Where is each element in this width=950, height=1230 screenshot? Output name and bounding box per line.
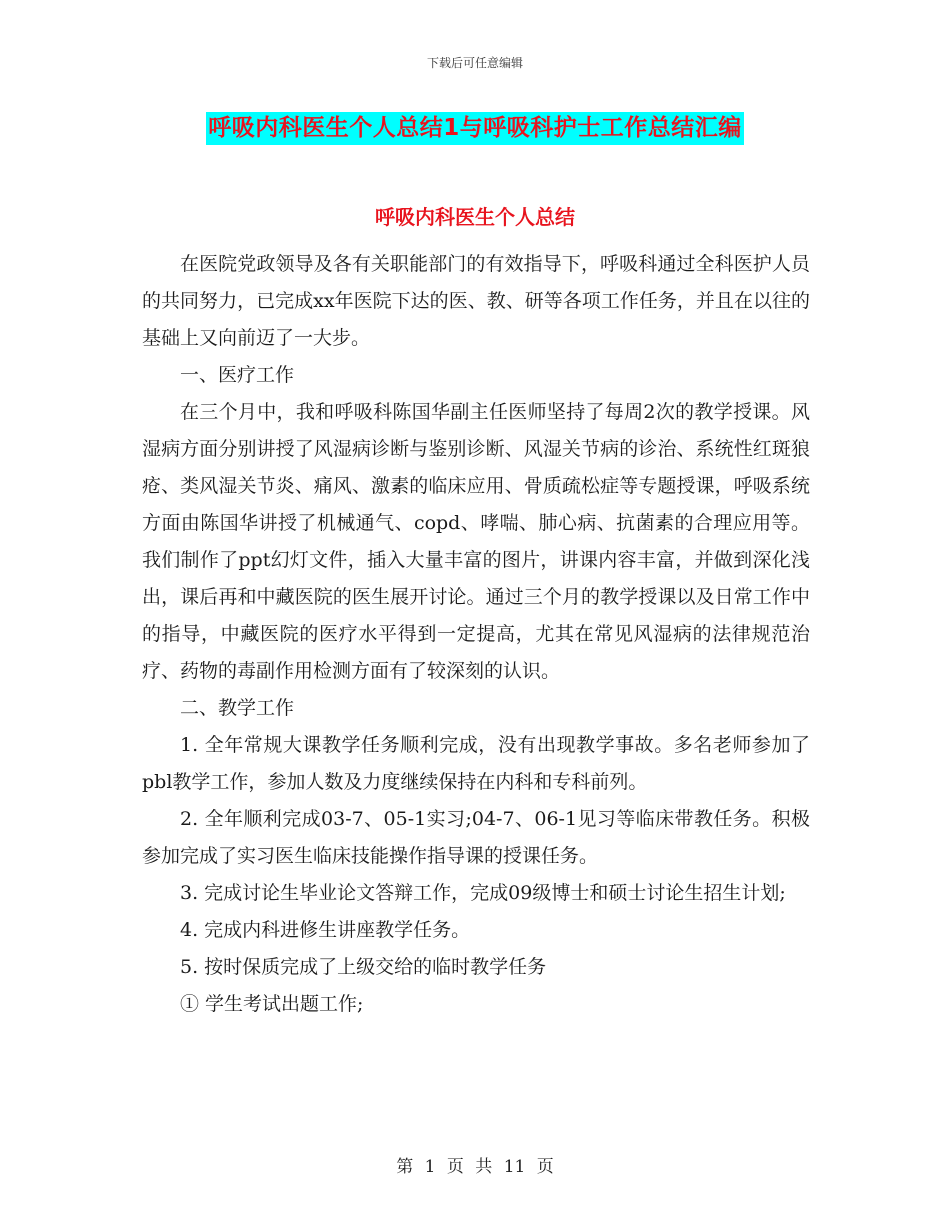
paragraph-intro: 在医院党政领导及各有关职能部门的有效指导下，呼吸科通过全科医护人员的共同努力，已完成xx年医院下达的医、教、研等各项工作任务，并且在以往的基础上又向前迈了一大步。: [142, 253, 810, 349]
header-note: 下载后可任意编辑: [426, 56, 523, 70]
page-number-footer: 第 1 页 共 11 页: [396, 1157, 554, 1177]
document-title-container: [0, 112, 950, 145]
list-item-1: 1. 全年常规大课教学任务顺利完成，没有出现教学事故。多名老师参加了pbl教学工作，参加人数及力度继续保持在内科和专科前列。: [142, 734, 810, 793]
heading-teaching-work: 二、教学工作: [180, 697, 295, 719]
list-item-4: 4. 完成内科进修生讲座教学任务。: [180, 919, 471, 941]
section-title: 呼吸内科医生个人总结: [375, 205, 575, 229]
sub-list-item-1: ① 学生考试出题工作;: [180, 993, 364, 1015]
paragraph-medical-work: 在三个月中，我和呼吸科陈国华副主任医师坚持了每周2次的教学授课。风湿病方面分别讲授了风湿病诊断与鉴别诊断、风湿关节病的诊治、系统性红斑狼疮、类风湿关节炎、痛风、激素的临床应用、骨质疏松症等专题授课，呼吸系统方面由陈国华讲授了机械通气、copd、哮喘、肺心病、抗菌素的合理应用等。我们制作了ppt幻灯文件，插入大量丰富的图片，讲课内容丰富，并做到深化浅出，课后再和中藏医院的医生展开讨论。通过三个月的教学授课以及日常工作中的指导，中藏医院的医疗水平得到一定提高，尤其在常见风湿病的法律规范治疗、药物的毒副作用检测方面有了较深刻的认识。: [142, 401, 810, 682]
heading-medical-work: 一、医疗工作: [180, 364, 295, 386]
list-item-3: 3. 完成讨论生毕业论文答辩工作，完成09级博士和硕士讨论生招生计划;: [180, 882, 786, 904]
list-item-2: 2. 全年顺利完成03-7、05-1实习;04-7、06-1见习等临床带教任务。积极参加完成了实习医生临床技能操作指导课的授课任务。: [142, 808, 810, 867]
document-title: 呼吸内科医生个人总结1与呼吸科护士工作总结汇编: [206, 112, 744, 145]
list-item-5: 5. 按时保质完成了上级交给的临时教学任务: [180, 956, 547, 978]
document-body: [142, 246, 810, 1023]
